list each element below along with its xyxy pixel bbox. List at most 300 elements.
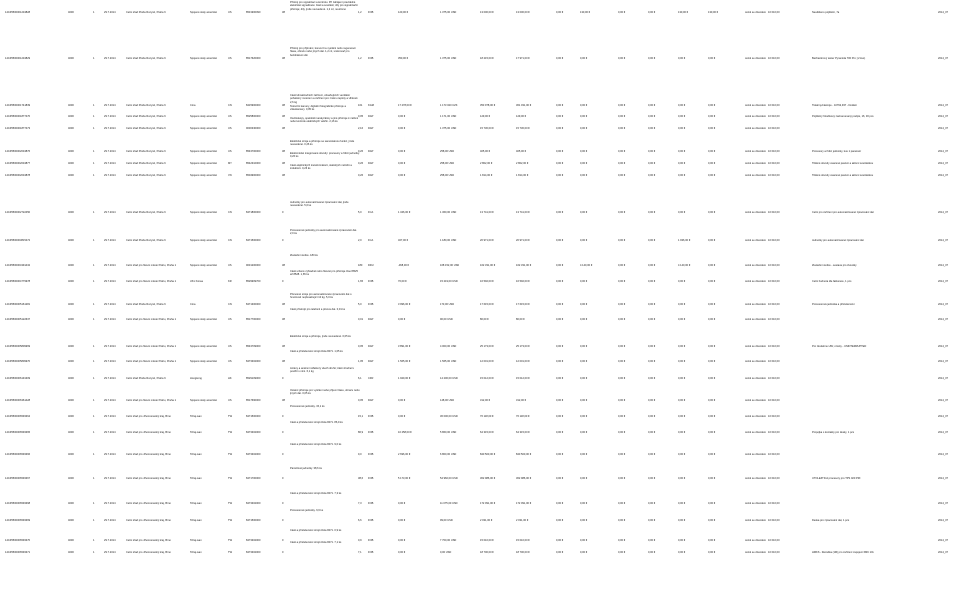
cell-desc: Části a příslušenství strojů čísla 8471. 86,9 ks <box>290 421 343 424</box>
cell-hs: 8473302000 <box>246 539 261 542</box>
cell-v1: 0,00 € <box>398 150 406 153</box>
cell-v3: 76 118,00 € <box>480 415 494 418</box>
cell-v7: 0,00 € <box>618 399 626 402</box>
cell-v5: 0,00 € <box>556 431 564 434</box>
cell-desc: Elektrické stroje a přístroje se samostatnou funkcí, jinde neuvedené. 0,26 ks <box>290 140 355 147</box>
cell-ico: 4000 <box>68 360 74 363</box>
cell-qty: 0,01 <box>358 318 364 321</box>
cell-ico: 4000 <box>68 57 74 60</box>
cell-date: 29.7.2014 <box>104 431 116 434</box>
cell-v5: 0,00 € <box>556 415 564 418</box>
cell-unit: FCA <box>368 239 374 242</box>
cell-hs: 9031200000 <box>246 264 261 267</box>
cell-x: 38 <box>282 360 285 363</box>
cell-v8: 0,00 € <box>648 115 656 118</box>
cell-v2: 6 800,00 USD <box>440 453 457 456</box>
cell-x: 0 <box>282 280 284 283</box>
cell-cc: US <box>228 264 232 267</box>
cell-office: Celní úřad pro hlavní město Prahu, Praha 1 <box>126 264 177 267</box>
cell-desc: Ostatní přístroje pro vysílání nebo příjem hlasu, obrazu nebo jiných dat. 0,05 ks <box>290 389 360 396</box>
cell-note: Propojka s kontakty pro desky, 1 pcs <box>812 431 855 434</box>
cell-reg: celně se důvodem <box>745 551 767 554</box>
cell-v4: 172 091,00 € <box>516 502 532 505</box>
cell-n: 1 <box>93 345 95 348</box>
cell-date: 29.7.2014 <box>104 519 116 522</box>
cell-desc: Osciloskopy, spektrální analyzátory a jiné přístroje k měření nebo kontrole elektrických veličin. 2,16 ks <box>290 117 359 124</box>
cell-v3: 362 986,00 € <box>480 477 496 480</box>
cell-ico: 4000 <box>68 211 74 214</box>
cell-v4: 17 971,00 € <box>516 57 530 60</box>
cell-v7: 0,00 € <box>618 127 626 130</box>
cell-v9: 0,00 € <box>678 399 686 402</box>
cell-v5: 0,00 € <box>556 453 564 456</box>
cell-amt: 10 010,00 <box>768 453 780 456</box>
cell-n: 1 <box>93 280 95 283</box>
cell-reg: celně se důvodem <box>745 519 767 522</box>
cell-prod: Tchaj-wan <box>190 415 202 418</box>
cell-v6: 0,00 € <box>580 57 588 60</box>
cell-qty: 6,1 <box>358 377 362 380</box>
cell-v1: 3 996,00 € <box>398 303 411 306</box>
cell-date: 29.7.2014 <box>104 399 116 402</box>
cell-v2: 1 173 020 CZK <box>440 104 458 107</box>
cell-n: 1 <box>93 150 95 153</box>
cell-v3: 25 173,00 € <box>480 345 494 348</box>
cell-v10: 0,00 € <box>708 399 716 402</box>
cell-date: 29.7.2014 <box>104 318 116 321</box>
cell-unit: CFR <box>368 377 374 380</box>
cell-v4: 361 031,00 € <box>516 104 532 107</box>
cell-yr: 2014_07 <box>938 399 949 402</box>
cell-hs: 8529109000 <box>246 377 261 380</box>
cell-qty: 0,05 <box>358 399 364 402</box>
cell-x: 0 <box>282 519 284 522</box>
cell-id: 14CZ5500006593368 <box>5 502 31 505</box>
cell-v6: 0,00 € <box>580 399 588 402</box>
cell-unit: FOB <box>368 303 374 306</box>
cell-reg: celně se důvodem <box>745 127 767 130</box>
cell-hs: 8473302000 <box>246 551 261 554</box>
cell-date: 29.7.2014 <box>104 211 116 214</box>
cell-yr: 2014_07 <box>938 502 949 505</box>
cell-n: 1 <box>93 318 95 321</box>
cell-x: 38 <box>282 318 285 321</box>
cell-v6: 0,00 € <box>580 539 588 542</box>
cell-desc: Části elektrických transformátorů, statických měničů a induktorů. 0,26 ks <box>290 164 352 171</box>
cell-n: 1 <box>93 57 95 60</box>
cell-n: 1 <box>93 377 95 380</box>
cell-v4: 405,00 € <box>516 150 527 153</box>
cell-v7: 0,00 € <box>618 115 626 118</box>
cell-x: 0 <box>282 477 284 480</box>
cell-qty: 6,6 <box>358 519 362 522</box>
cell-v2: 1 375,00 USD <box>440 57 457 60</box>
cell-unit: DAP <box>368 360 374 363</box>
cell-n: 1 <box>93 127 95 130</box>
cell-hs: 8531900090 <box>246 11 261 14</box>
cell-cc: US <box>228 115 232 118</box>
cell-note: Tiskárny/nástroje - 10792,937 - Dodání <box>812 104 857 107</box>
cell-v4: 2 802,00 € <box>516 162 529 165</box>
cell-v6: 0,00 € <box>580 519 588 522</box>
cell-v1: 3 891,00 € <box>398 345 411 348</box>
cell-v10: 0,00 € <box>708 150 716 153</box>
cell-v10: 0,00 € <box>708 104 716 107</box>
cell-id: 14CZ5500006191309 <box>5 377 31 380</box>
cell-v3: 13 000,00 € <box>480 11 494 14</box>
cell-reg: celně se důvodem <box>745 345 767 348</box>
cell-note: Bezbariérový tester Pyramida 700 Pro; (2 kus) <box>812 57 866 60</box>
cell-v8: 0,00 € <box>648 519 656 522</box>
cell-v10: 0,00 € <box>708 551 716 554</box>
cell-prod: Spojené státy americké <box>190 162 217 165</box>
cell-office: Celní úřad pro Jihomoravský kraj, Brno <box>126 431 171 434</box>
cell-cc: US <box>228 150 232 153</box>
cell-v9: 4 140,00 € <box>678 264 691 267</box>
cell-hs: 8517620000 <box>246 57 261 60</box>
cell-amt: 10 010,00 <box>768 519 780 522</box>
cell-note: HMKS - Řezačka (1M) pro zařízení zapojení 6MK 10x <box>812 551 874 554</box>
cell-hs: 8543700000 <box>246 150 261 153</box>
cell-x: 0 <box>282 239 284 242</box>
cell-v2: 0,00 USD <box>440 551 452 554</box>
cell-qty: 1,2 <box>358 57 362 60</box>
cell-v1: 1 929,00 € <box>398 377 411 380</box>
cell-ico: 4000 <box>68 150 74 153</box>
cell-office: Celní úřad pro hlavní město Prahu, Praha 1 <box>126 318 177 321</box>
cell-v1: 2 696,00 € <box>398 453 411 456</box>
cell-v10: 0,00 € <box>708 377 716 380</box>
cell-v2: 258,00 USD <box>440 174 455 177</box>
cell-x: 38 <box>282 127 285 130</box>
cell-v7: 0,00 € <box>618 280 626 283</box>
cell-v7: 0,00 € <box>618 162 626 165</box>
cell-qty: 38,6 <box>358 477 364 480</box>
cell-ico: 4000 <box>68 399 74 402</box>
cell-desc: Paměťové jednotky. 38,6 ks <box>290 467 322 470</box>
cell-v3: 15 010,00 € <box>480 539 494 542</box>
cell-ico: 4000 <box>68 239 74 242</box>
cell-ico: 4000 <box>68 345 74 348</box>
cell-qty: 5,0 <box>358 211 362 214</box>
cell-yr: 2014_07 <box>938 431 949 434</box>
cell-x: 38 <box>282 104 285 107</box>
cell-ico: 4000 <box>68 127 74 130</box>
cell-v5: 0,00 € <box>556 115 564 118</box>
cell-note: Procesorová jednotka a příslušenství <box>812 303 855 306</box>
cell-x: 38 <box>282 303 285 306</box>
cell-note: Tištěné obvody osazené pasivní a aktivní součástkou <box>812 162 874 165</box>
cell-v7: 0,00 € <box>618 57 626 60</box>
cell-v1: 1 346,00 € <box>398 211 411 214</box>
cell-v9: 0,00 € <box>678 360 686 363</box>
cell-id: 14CZ5500006593365 <box>5 431 31 434</box>
cell-v7: 0,00 € <box>618 174 626 177</box>
cell-x: 38 <box>282 174 285 177</box>
cell-yr: 2014_07 <box>938 264 949 267</box>
cell-v3: 18 700,00 € <box>480 551 494 554</box>
cell-ico: 4000 <box>68 264 74 267</box>
cell-v10: 0,00 € <box>708 211 716 214</box>
cell-v4: 15 012,00 € <box>516 377 530 380</box>
cell-cc: CN <box>228 211 232 214</box>
cell-reg: celně se důvodem <box>745 318 767 321</box>
cell-note: Tištěné obvody osazené pasivní a aktivní součástkou <box>812 174 874 177</box>
cell-date: 29.7.2014 <box>104 477 116 480</box>
cell-v8: 0,00 € <box>648 318 656 321</box>
cell-date: 29.7.2014 <box>104 360 116 363</box>
cell-unit: DAP <box>368 127 374 130</box>
cell-amt: 10 010,00 <box>768 477 780 480</box>
cell-note: Celní pro zařízení pro automatizované zpracování dat <box>812 211 874 214</box>
cell-v2: 1 360,00 USD <box>440 211 457 214</box>
cell-prod: Spojené státy americké <box>190 264 217 267</box>
cell-v6: 0,00 € <box>580 477 588 480</box>
cell-v6: 0,00 € <box>580 127 588 130</box>
cell-date: 29.7.2014 <box>104 453 116 456</box>
cell-desc: Antény a anténní reflektory všech druhů; části vhodné k použití s nimi. 6,1 kg <box>290 367 354 374</box>
cell-v5: 0,00 € <box>556 127 564 130</box>
cell-v10: 0,00 € <box>708 345 716 348</box>
cell-v9: 0,00 € <box>678 280 686 283</box>
cell-hs: 8517690000 <box>246 399 261 402</box>
cell-v9: 0,00 € <box>678 502 686 505</box>
cell-v3: 13 741,00 € <box>480 211 494 214</box>
cell-v1: 0,00 € <box>398 415 406 418</box>
cell-unit: DAP <box>368 115 374 118</box>
cell-v7: 0,00 € <box>618 477 626 480</box>
cell-yr: 2014_07 <box>938 415 949 418</box>
cell-id: 14CZ5500002034876 <box>5 150 31 153</box>
cell-v8: 0,00 € <box>648 539 656 542</box>
cell-v2: 14 200,00 USD <box>440 377 458 380</box>
cell-cc: US <box>228 127 232 130</box>
cell-cc: TW <box>228 539 233 542</box>
cell-amt: 10 010,00 <box>768 150 780 153</box>
cell-note: Zkušební stolice - sestava pro zkoušky <box>812 264 857 267</box>
cell-id: 14CZ5500006593364 <box>5 415 31 418</box>
cell-reg: celně se důvodem <box>745 377 767 380</box>
cell-unit: FOB <box>368 280 374 283</box>
cell-unit: FOB <box>368 502 374 505</box>
cell-v8: 0,00 € <box>648 345 656 348</box>
cell-x: 0 <box>282 551 284 554</box>
cell-prod: Spojené státy americké <box>190 174 217 177</box>
cell-v4: 2 031,00 € <box>516 519 529 522</box>
cell-v8: 0,00 € <box>648 399 656 402</box>
cell-office: Celní úřad pro Jihomoravský kraj, Brno <box>126 415 171 418</box>
cell-qty: 1,65 <box>358 280 364 283</box>
cell-desc: Procesorové jednotky pro automatizované zpracování dat. 2,0 ks <box>290 229 357 236</box>
cell-v9: 0,00 € <box>678 162 686 165</box>
cell-n: 1 <box>93 551 95 554</box>
cell-unit: FOB <box>368 519 374 522</box>
cell-v2: 4 000,00 USD <box>440 345 457 348</box>
cell-v8: 0,00 € <box>648 280 656 283</box>
cell-unit: FOB <box>368 415 374 418</box>
cell-id: 14CZ5500005161281 <box>5 303 31 306</box>
cell-desc: Části přístrojů pro telefonii a přenos dat. 0,01 ks <box>290 308 346 311</box>
cell-hs: 8471700000 <box>246 477 261 480</box>
cell-v6: 0,00 € <box>580 150 588 153</box>
cell-date: 29.7.2014 <box>104 127 116 130</box>
cell-ico: 4000 <box>68 162 74 165</box>
cell-x: 0 <box>282 539 284 542</box>
cell-x: 0 <box>282 502 284 505</box>
cell-v8: 0,00 € <box>648 303 656 306</box>
cell-desc: Procesorové jednotky. 15,1 ks <box>290 405 325 408</box>
cell-hs: 8529909700 <box>246 280 261 283</box>
cell-v6: 0,00 € <box>580 104 588 107</box>
cell-prod: Tchaj-wan <box>190 431 202 434</box>
cell-id: 14CZ5500004779978 <box>5 280 31 283</box>
cell-ico: 4000 <box>68 431 74 434</box>
cell-v7: 0,00 € <box>618 318 626 321</box>
cell-v6: 0,00 € <box>580 162 588 165</box>
cell-reg: celně se důvodem <box>745 431 767 434</box>
cell-n: 1 <box>93 115 95 118</box>
cell-v6: 130,00 € <box>580 11 591 14</box>
cell-amt: 10 010,00 <box>768 57 780 60</box>
cell-v10: 0,00 € <box>708 264 716 267</box>
cell-desc: Přístroj pro přijímání, konverzi a vysílání nebo regeneraci hlasu, obrazu nebo jiných dat. 1,2 ml, směrovač pro bezdrátové sítě <box>290 47 356 57</box>
cell-v9: 0,00 € <box>678 551 686 554</box>
cell-v3: 20 971,00 € <box>480 239 494 242</box>
cell-desc: Přístroj pro signalizaci a kontrolu. Při zahájení pravidelné elektrické signalizace: části a součásti; díly pro signalizační přístroje; díly, jinde neuvedené. 1,2 ml, neurčeno <box>290 1 358 11</box>
cell-office: Celní úřad Praha Ruzyně, Praha 6 <box>126 303 166 306</box>
cell-v4: 64 315,00 € <box>516 431 530 434</box>
cell-yr: 2014_07 <box>938 519 949 522</box>
cell-x: 0 <box>282 377 284 380</box>
cell-v1: 0,00 € <box>398 174 406 177</box>
cell-v4: 18 700,00 € <box>516 551 530 554</box>
cell-v4: 840 500,00 € <box>516 453 532 456</box>
cell-amt: 10 010,00 <box>768 104 780 107</box>
cell-yr: 2014_07 <box>938 377 949 380</box>
cell-unit: DAP <box>368 174 374 177</box>
cell-prod: Tchaj-wan <box>190 539 202 542</box>
cell-v3: 15 012,00 € <box>480 377 494 380</box>
cell-ico: 4000 <box>68 477 74 480</box>
cell-v4: 13 741,00 € <box>516 211 530 214</box>
cell-v9: 0,00 € <box>678 318 686 321</box>
cell-reg: celně se důvodem <box>745 303 767 306</box>
cell-v5: 0,00 € <box>556 318 564 321</box>
cell-v3: 129,00 € <box>480 115 491 118</box>
cell-v3: 312,00 € <box>480 399 491 402</box>
cell-ico: 4000 <box>68 551 74 554</box>
cell-unit: DAP <box>368 162 374 165</box>
cell-note: Pojištěný hloubkový zaznamenaný podpis, 16, 30 pcs <box>812 115 874 118</box>
cell-v6: 0,00 € <box>580 502 588 505</box>
cell-cc: US <box>228 345 232 348</box>
cell-v6: 0,00 € <box>580 431 588 434</box>
cell-v1: 0,00 € <box>398 162 406 165</box>
cell-v2: 1 375,00 USD <box>440 11 457 14</box>
cell-id: 14CZ5500002722450 <box>5 211 31 214</box>
cell-hs: 8525800000 <box>246 115 261 118</box>
cell-office: Celní úřad pro hlavní město Prahu, Praha 1 <box>126 345 177 348</box>
cell-v3: 15 730,00 € <box>480 127 494 130</box>
cell-v9: 0,00 € <box>678 431 686 434</box>
cell-id: 14CZ5500006593366 <box>5 453 31 456</box>
cell-prod: Spojené státy americké <box>190 345 217 348</box>
cell-hs: 8471300000 <box>246 303 261 306</box>
cell-v8: 0,00 € <box>648 551 656 554</box>
cell-v10: 0,00 € <box>708 115 716 118</box>
cell-reg: celně se důvodem <box>745 502 767 505</box>
cell-v7: 0,00 € <box>618 453 626 456</box>
cell-prod: Tchaj-wan <box>190 453 202 456</box>
cell-v2: 148,00 USD <box>440 399 455 402</box>
cell-office: Celní úřad Praha Ruzyně, Praha 6 <box>126 377 166 380</box>
cell-ico: 4000 <box>68 115 74 118</box>
cell-amt: 10 010,00 <box>768 264 780 267</box>
cell-id: 14CZ5500001234828 <box>5 11 31 14</box>
cell-v7: 0,00 € <box>618 104 626 107</box>
cell-v1: 5 173,00 € <box>398 477 411 480</box>
cell-date: 29.7.2014 <box>104 264 116 267</box>
cell-v5: 0,00 € <box>556 11 564 14</box>
cell-v8: 0,00 € <box>648 264 656 267</box>
cell-v3: 405,00 € <box>480 150 491 153</box>
cell-v2: 54 960,00 USD <box>440 477 458 480</box>
cell-cc: TW <box>228 551 233 554</box>
cell-prod: Hongkong <box>190 377 202 380</box>
cell-v8: 0,00 € <box>648 174 656 177</box>
cell-unit: FOB <box>368 453 374 456</box>
cell-v2: 258,00 USD <box>440 162 455 165</box>
cell-id: 14CZ5500002034878 <box>5 174 31 177</box>
cell-prod: Tchaj-wan <box>190 519 202 522</box>
cell-v10: 130,00 € <box>708 11 719 14</box>
cell-v5: 0,00 € <box>556 399 564 402</box>
cell-qty: 1,05 <box>358 360 364 363</box>
cell-prod: Spojené státy americké <box>190 115 217 118</box>
cell-v5: 0,00 € <box>556 303 564 306</box>
cell-office: Celní úřad pro Jihomoravský kraj, Brno <box>126 539 171 542</box>
cell-cc: VN <box>228 174 232 177</box>
cell-office: Celní úřad pro hlavní město Prahu, Praha 1 <box>126 399 177 402</box>
cell-v10: 0,00 € <box>708 477 716 480</box>
cell-x: 0 <box>282 415 284 418</box>
cell-qty: 0,26 <box>358 174 364 177</box>
cell-yr: 2014_07 <box>938 239 949 242</box>
cell-v5: 0,00 € <box>556 239 564 242</box>
cell-v9: 1 936,00 € <box>678 239 691 242</box>
cell-v7: 0,00 € <box>618 303 626 306</box>
cell-x: 38 <box>282 162 285 165</box>
cell-v10: 0,00 € <box>708 303 716 306</box>
cell-date: 29.7.2014 <box>104 539 116 542</box>
cell-office: Celní úřad Praha Ruzyně, Praha 6 <box>126 162 166 165</box>
cell-office: Celní úřad pro Jihomoravský kraj, Brno <box>126 551 171 554</box>
cell-v3: 840 500,00 € <box>480 453 496 456</box>
cell-v8: 0,00 € <box>648 239 656 242</box>
cell-desc: Televizní kamery, digitální fotografické přístroje a videokamery. 0,05 ks <box>290 105 346 112</box>
cell-id: 14CZ5500001741839 <box>5 104 31 107</box>
cell-id: 14CZ5500006593369 <box>5 519 31 522</box>
cell-desc: Části klimatizačních zařízení, obsahujících ventilátor poháněný motorem a zařízení pro změnu teploty a vlhkosti. 2,6 kg <box>290 94 359 104</box>
cell-id: 14CZ5500002034877 <box>5 162 31 165</box>
cell-v3: 172 091,00 € <box>480 502 496 505</box>
cell-n: 1 <box>93 453 95 456</box>
cell-unit: DAP <box>368 399 374 402</box>
cell-unit: DAP <box>368 345 374 348</box>
cell-hs: 8517700000 <box>246 318 261 321</box>
cell-unit: FOB <box>368 431 374 434</box>
cell-v8: 0,00 € <box>648 377 656 380</box>
